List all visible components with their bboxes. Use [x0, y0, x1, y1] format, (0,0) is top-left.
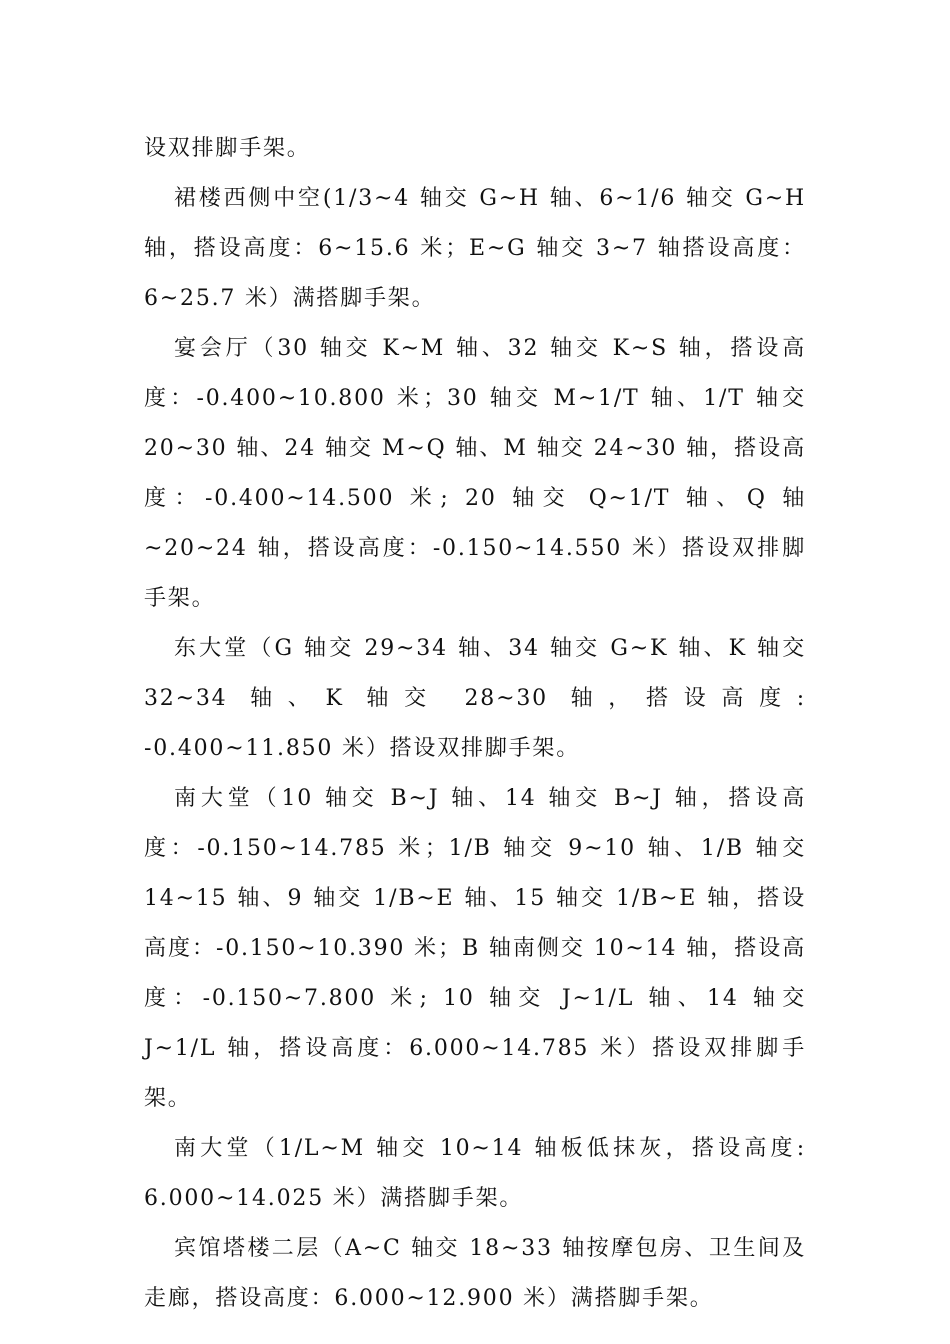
paragraph-south-lobby-full: 南大堂（1/L~M 轴交 10~14 轴板低抹灰，搭设高度: 6.000~14.025 米）满搭脚手架。 [144, 1136, 806, 1211]
paragraph-podium-west: 裙楼西侧中空(1/3~4 轴交 G~H 轴、6~1/6 轴交 G~H 轴，搭设高度：6~15.6 米；E~G 轴交 3~7 轴搭设高度：6~25.7 米）满搭脚手架。 [144, 186, 806, 311]
paragraph-banquet-hall: 宴会厅（30 轴交 K~M 轴、32 轴交 K~S 轴，搭设高度：-0.400~10.800 米；30 轴交 M~1/T 轴、1/T 轴交 20~30 轴、24 轴交 M~Q 轴、M 轴交 24~30 轴，搭设高度：-0.400~14.500 米; 20 轴交 Q~1/T 轴、Q 轴~20~24 轴，搭设高度：-0.150~14.550 米）搭设双排脚手架。 [144, 336, 806, 611]
paragraph-east-lobby: 东大堂（G 轴交 29~34 轴、34 轴交 G~K 轴、K 轴交 32~34 轴、K 轴交 28~30 轴，搭设高度: -0.400~11.850 米）搭设双排脚手架。 [144, 636, 806, 761]
paragraph-hotel-tower: 宾馆塔楼二层（A~C 轴交 18~33 轴按摩包房、卫生间及走廊，搭设高度：6.000~12.900 米）满搭脚手架。 [144, 1236, 806, 1311]
paragraph-continuation: 设双排脚手架。 [144, 136, 311, 161]
paragraph-south-lobby-double: 南大堂（10 轴交 B~J 轴、14 轴交 B~J 轴，搭设高度：-0.150~14.785 米；1/B 轴交 9~10 轴、1/B 轴交 14~15 轴、9 轴交 1/B~E 轴、15 轴交 1/B~E 轴，搭设高度：-0.150~10.390 米；B 轴南侧交 10~14 轴，搭设高度：-0.150~7.800 米; 10 轴交 J~1/L 轴、14 轴交 J~1/L 轴，搭设高度：6.000~14.785 米）搭设双排脚手架。 [144, 786, 806, 1111]
document-body [144, 124, 806, 1324]
